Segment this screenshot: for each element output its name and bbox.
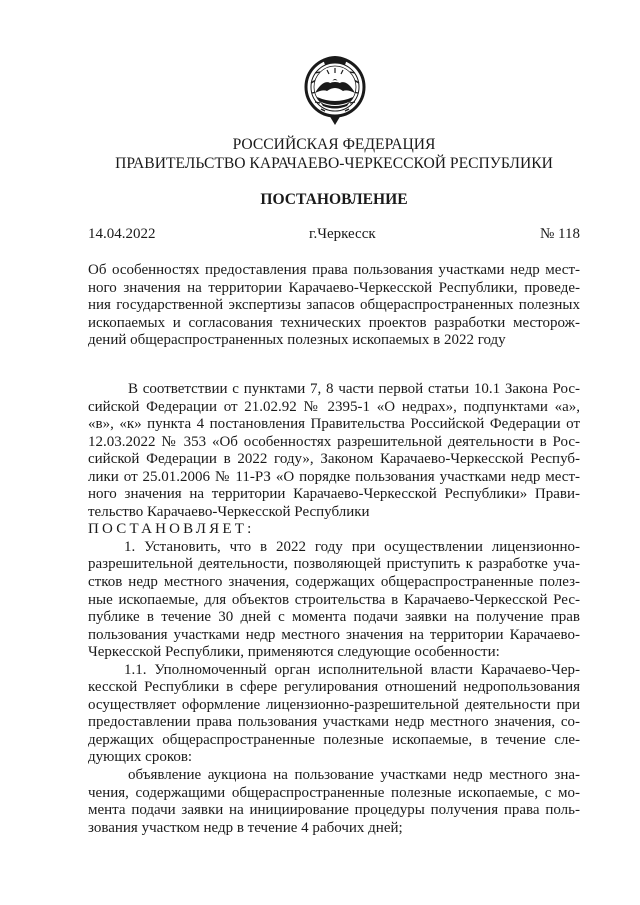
- header-government: [14, 154, 640, 173]
- clause-1-1-line: держащих общераспространенные полезные ископаемые, в течение сле-: [88, 731, 580, 748]
- clause-1-1-line: дующих сроков:: [88, 749, 193, 766]
- header-country-text: РОССИЙСКАЯ ФЕДЕРАЦИЯ: [232, 136, 436, 153]
- preamble-line: 12.03.2022 № 353 «Об особенностях разрешительной деятельности в Рос-: [88, 433, 580, 450]
- clause-1-1-line: осуществляет оформление лицензионно-разрешительной деятельности при: [88, 696, 580, 713]
- document-meta: [88, 225, 580, 244]
- subject-line: Об особенностях предоставления права пользования участками недр мест-: [88, 262, 580, 278]
- auction-item-line: мента подачи заявки на инициирование процедуры получения права поль-: [88, 802, 580, 819]
- subject-line: дений общераспространенных полезных ископаемых в 2022 году: [88, 332, 506, 349]
- preamble-line: сийской Федерации в 2022 году», Законом Карачаево-Черкесской Респуб-: [88, 451, 580, 468]
- auction-item-line: объявление аукциона на пользование участками недр местного зна-: [128, 767, 580, 784]
- header-country: [14, 135, 640, 154]
- preamble-line: ного значения на территории Карачаево-Черкесской Республики» Прави-: [88, 486, 580, 503]
- clause-1-1-line: предоставлении права пользования участками недр местного значения, со-: [88, 714, 580, 731]
- document-title: ПОСТАНОВЛЕНИЕ: [260, 191, 408, 208]
- decree-word: ПОСТАНОВЛЯЕТ:: [88, 521, 255, 538]
- clause-1-1-line: 1.1. Уполномоченный орган исполнительной власти Карачаево-Чер-: [124, 661, 580, 678]
- clause-1-line: 1. Установить, что в 2022 году при осуществлении лицензионно-: [124, 538, 580, 555]
- subject-line: ного значения на территории Карачаево-Черкесской Республики, проведе-: [88, 279, 580, 296]
- preamble-line: лики от 25.01.2006 № 11-РЗ «О порядке пользования участками недр мест-: [88, 468, 580, 485]
- auction-item-line: зования участком недр в течение 4 рабочих дней;: [88, 819, 403, 836]
- document-date: 14.04.2022: [88, 226, 156, 242]
- coat-of-arms-icon: [303, 53, 367, 127]
- clause-1-line: разрешительной деятельности, позволяющей приступить к разработке уча-: [88, 556, 580, 573]
- header-government-text: ПРАВИТЕЛЬСТВО КАРАЧАЕВО-ЧЕРКЕССКОЙ РЕСПУБЛИКИ: [115, 155, 553, 172]
- document-body: [88, 381, 580, 837]
- clause-1-line: Черкесской Республики, применяются следующие особенности:: [88, 644, 500, 661]
- clause-1-line: стков недр местного значения, содержащих общераспространенные полез-: [88, 574, 580, 591]
- preamble-line: тельство Карачаево-Черкесской Республики: [88, 503, 370, 520]
- clause-1-1: [88, 662, 580, 767]
- clause-1-1-line: кесской Республики в сфере регулирования отношений недропользования: [88, 679, 580, 696]
- auction-item: [88, 767, 580, 837]
- preamble-line: «в», «к» пункта 4 постановления Правительства Российской Федерации от: [88, 416, 580, 433]
- auction-item-line: чения, содержащими общераспространенные полезные ископаемые, с мо-: [88, 784, 580, 801]
- clause-1-line: публике в течение 30 дней с момента подачи заявки на получение прав: [88, 609, 580, 626]
- clause-1-line: ные ископаемые, для объектов строительства в Карачаево-Черкесской Рес-: [88, 591, 580, 608]
- document-subject: [88, 262, 580, 350]
- clause-1: [88, 539, 580, 662]
- subject-line: ния государственной экспертизы запасов общераспространенных полезных: [88, 297, 580, 314]
- document-city: г.Черкесск: [309, 226, 376, 242]
- document-number: № 118: [539, 226, 580, 242]
- preamble-line: сийской Федерации от 21.02.92 № 2395-1 «О недрах», подпунктами «а»,: [88, 398, 580, 415]
- preamble-line: В соответствии с пунктами 7, 8 части первой статьи 10.1 Закона Рос-: [128, 381, 580, 397]
- preamble-paragraph: [88, 381, 580, 521]
- subject-line: ископаемых и согласования технических проектов разработки месторож-: [88, 314, 580, 331]
- clause-1-line: пользования участками недр местного значения на территории Карачаево-: [88, 626, 580, 643]
